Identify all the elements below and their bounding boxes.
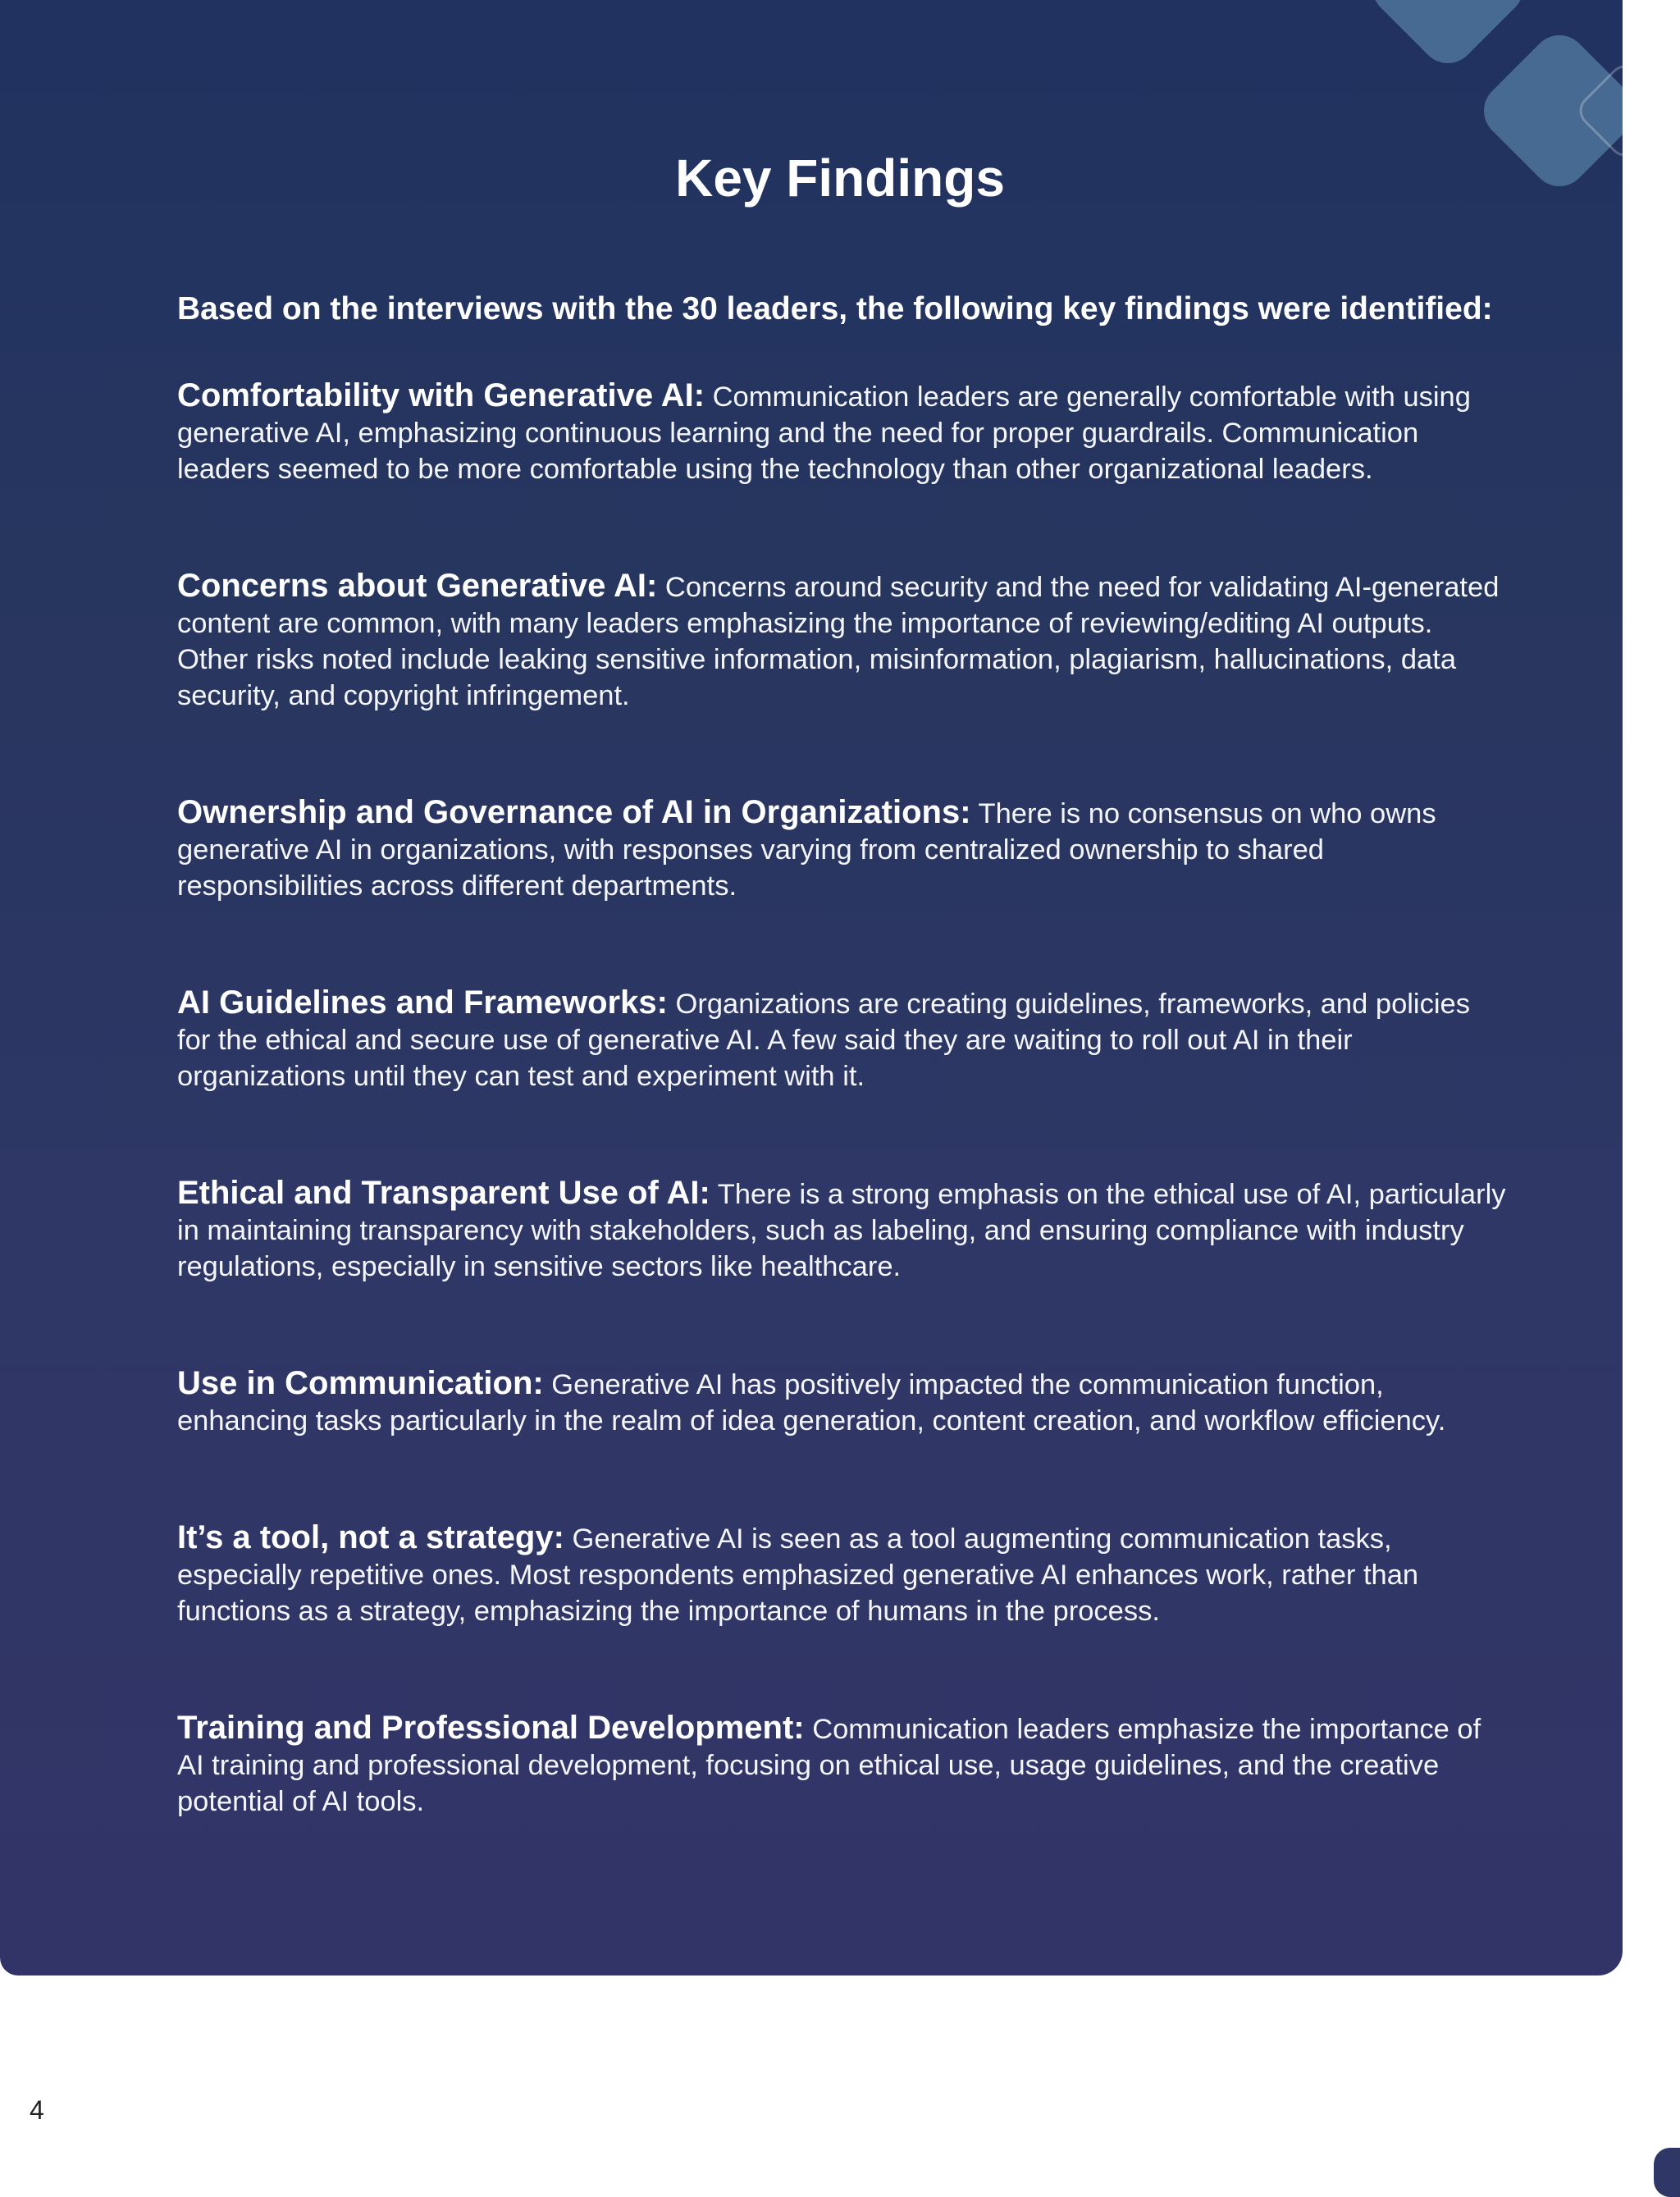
finding-term: Concerns about Generative AI: [177,568,658,604]
finding-text: Generative AI is seen as a tool augmenting communication tasks, especially repetitive ones. Most respondents emphasized generative AI enhances work, rather than functions as a strategy, emphasizing the importance of humans in the process. [177,1523,1419,1627]
finding-item [177,568,1506,714]
finding-item [177,377,1506,487]
finding-text: Concerns around security and the need for validating AI-generated content are common, with many leaders emphasizing the importance of reviewing/editing AI outputs. Other risks noted include leaking sensitive information, misinformation, plagiarism, hallucinations, data security, and copyright infringement. [177,572,1500,711]
finding-text: There is no consensus on who owns generative AI in organizations, with responses varying from centralized ownership to shared responsibilities across different departments. [177,798,1436,902]
page-number: 4 [30,2095,44,2125]
finding-item [177,794,1506,904]
finding-text: Generative AI has positively impacted the communication function, enhancing tasks particularly in the realm of idea generation, content creation, and workflow efficiency. [177,1369,1446,1436]
decorative-diamond-shape [1361,0,1535,75]
finding-item [177,1710,1506,1820]
findings-section [177,289,1506,1820]
finding-text: There is a strong emphasis on the ethical use of AI, particularly in maintaining transparency with stakeholders, such as labeling, and ensuring compliance with industry regulations, especially in sensitive sectors like healthcare. [177,1179,1506,1282]
intro-text: Based on the interviews with the 30 leaders, the following key findings were identified: [177,291,1493,327]
corner-tab-decoration [1654,2148,1680,2197]
finding-text: Organizations are creating guidelines, frameworks, and policies for the ethical and secure use of generative AI. A few said they are waiting to roll out AI in their organizations until they can test and experiment with it. [177,989,1470,1092]
finding-item [177,984,1506,1094]
finding-text: Communication leaders are generally comfortable with using generative AI, emphasizing continuous learning and the need for proper guardrails. Communication leaders seemed to be more comfortable using the technology than other organizational leaders. [177,381,1471,485]
finding-term: Ethical and Transparent Use of AI: [177,1175,710,1211]
finding-term: It’s a tool, not a strategy: [177,1519,564,1555]
finding-item [177,1519,1506,1629]
page-title: Key Findings [675,148,1005,208]
finding-term: AI Guidelines and Frameworks: [177,984,668,1021]
finding-term: Use in Communication: [177,1365,544,1401]
finding-text: Communication leaders emphasize the importance of AI training and professional development, focusing on ethical use, usage guidelines, and the creative potential of AI tools. [177,1714,1481,1817]
finding-item [177,1175,1506,1285]
finding-item [177,1365,1506,1439]
finding-term: Ownership and Governance of AI in Organizations: [177,794,971,830]
finding-term: Training and Professional Development: [177,1710,805,1746]
finding-term: Comfortability with Generative AI: [177,377,705,413]
